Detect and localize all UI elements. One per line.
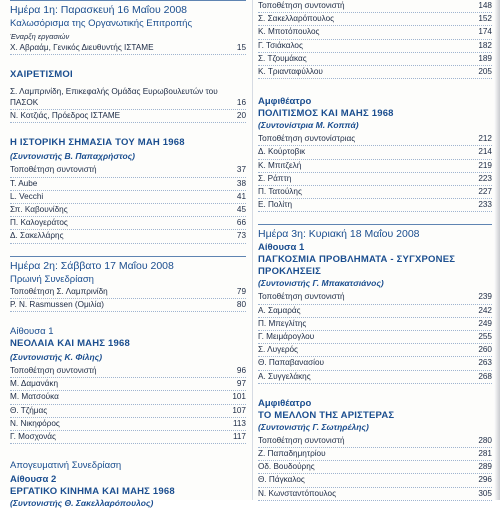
entry-name: Κ. Τριανταφύλλου bbox=[258, 67, 323, 77]
youth-title: ΝΕΟΛΑΙΑ ΚΑΙ ΜΑΗΣ 1968 bbox=[10, 338, 130, 350]
day3-title-line2: ΠΡΟΚΛΗΣΕΙΣ bbox=[258, 266, 322, 278]
entry-page: 45 bbox=[236, 205, 246, 215]
entry-page: 214 bbox=[478, 147, 492, 157]
toc-entry[interactable] bbox=[10, 217, 246, 230]
toc-entry[interactable] bbox=[10, 378, 246, 391]
entry-name: Τοποθέτηση συντονιστή bbox=[258, 1, 345, 10]
toc-entry[interactable] bbox=[258, 199, 492, 212]
entry-name: Π. Μπεγλίτης bbox=[258, 318, 307, 328]
toc-entry[interactable] bbox=[10, 431, 246, 444]
day1-heading: Ημέρα 1η: Παρασκευή 16 Μαΐου 2008 bbox=[10, 0, 246, 17]
entry-page: 73 bbox=[236, 231, 246, 241]
entry-name: P. N. Rasmussen (Ομιλία) bbox=[10, 299, 104, 309]
entry-name: Οδ. Βουδούρης bbox=[258, 462, 315, 472]
entry-name: Τοποθέτηση συντονιστή bbox=[10, 165, 97, 175]
entry-name: Τοποθέτηση συντονίστριας bbox=[258, 134, 356, 144]
toc-entry[interactable] bbox=[10, 286, 246, 299]
entry-name: Μ. Δαμανάκη bbox=[10, 379, 59, 389]
toc-entry[interactable] bbox=[10, 405, 246, 418]
day3-title-line1: ΠΑΓΚΟΣΜΙΑ ΠΡΟΒΛΗΜΑΤΑ - ΣΥΓΧΡΟΝΕΣ bbox=[258, 254, 456, 266]
toc-entry[interactable] bbox=[10, 365, 246, 378]
entry-page: 66 bbox=[236, 218, 246, 228]
entry-page: 227 bbox=[478, 187, 492, 197]
left-future-title: ΤΟ ΜΕΛΛΟΝ ΤΗΣ ΑΡΙΣΤΕΡΑΣ bbox=[258, 409, 395, 421]
toc-entry[interactable] bbox=[258, 53, 492, 66]
entry-name: Κ. Μπιτζελή bbox=[258, 160, 302, 170]
entry-name: Γ. Τσιάκαλος bbox=[258, 40, 303, 50]
toc-entry[interactable] bbox=[10, 178, 246, 191]
toc-entry[interactable] bbox=[258, 291, 492, 304]
entry-name: Θ. Τζήμας bbox=[10, 405, 48, 415]
left-future-coordinator: (Συντονιστής Γ. Σωτηρέλης) bbox=[258, 421, 369, 432]
toc-entry[interactable] bbox=[258, 344, 492, 357]
entry-name: Σπ. Καβουνίδης bbox=[10, 205, 68, 215]
entry-page: 15 bbox=[236, 43, 246, 52]
entry-name: Δ. Κούρτοβικ bbox=[258, 147, 306, 157]
history-title: Η ΙΣΤΟΡΙΚΗ ΣΗΜΑΣΙΑ ΤΟΥ ΜΑΗ 1968 bbox=[10, 137, 185, 149]
day2-heading: Ημέρα 2η: Σάββατο 17 Μαΐου 2008 bbox=[10, 256, 246, 273]
entry-page: 96 bbox=[236, 366, 246, 376]
afternoon-title: ΕΡΓΑΤΙΚΟ ΚΙΝΗΜΑ ΚΑΙ ΜΑΗΣ 1968 bbox=[10, 486, 175, 498]
entry-page: 205 bbox=[478, 67, 492, 77]
entry-name: Τοποθέτηση Σ. Λαμπρινίδη bbox=[10, 286, 108, 296]
youth-room: Αίθουσα 1 bbox=[10, 326, 54, 338]
day1-note: Έναρξη εργασιών bbox=[10, 32, 70, 41]
entry-name: Χ. Αβραάμ, Γενικός Διευθυντής ΙΣΤΑΜΕ bbox=[10, 43, 154, 52]
toc-entry[interactable] bbox=[10, 418, 246, 431]
entry-page: 97 bbox=[236, 379, 246, 389]
toc-entry[interactable] bbox=[258, 186, 492, 199]
entry-page: 242 bbox=[478, 305, 492, 315]
toc-entry[interactable] bbox=[10, 191, 246, 204]
day3-heading: Ημέρα 3η: Κυριακή 18 Μαΐου 2008 bbox=[258, 224, 492, 241]
entry-page: 101 bbox=[232, 392, 246, 402]
day1-subtitle: Καλωσόρισμα της Οργανωτικής Επιτροπής bbox=[10, 18, 193, 29]
entry-page: 212 bbox=[478, 134, 492, 144]
toc-entry[interactable] bbox=[10, 164, 246, 177]
toc-entry[interactable] bbox=[258, 66, 492, 79]
entry-name: Ν. Κοτζιάς, Πρόεδρος ΙΣΤΑΜΕ bbox=[10, 111, 121, 121]
toc-entry[interactable] bbox=[258, 318, 492, 331]
toc-entry[interactable] bbox=[258, 461, 492, 474]
culture-title: ΠΟΛΙΤΙΣΜΟΣ ΚΑΙ ΜΑΗΣ 1968 bbox=[258, 108, 394, 120]
entry-name: Σ. Τζουμάκας bbox=[258, 53, 307, 63]
entry-page: 223 bbox=[478, 173, 492, 183]
toc-entry[interactable] bbox=[258, 331, 492, 344]
day3-coordinator: (Συντονιστής Γ. Μπακατσιάνος) bbox=[258, 278, 384, 289]
entry-name: Σ. Ράπτη bbox=[258, 173, 292, 183]
entry-name: Σ. Σακελλαρόπουλος bbox=[258, 14, 335, 24]
toc-entry[interactable] bbox=[258, 448, 492, 461]
youth-coordinator: (Συντονιστής Κ. Φίλης) bbox=[10, 352, 103, 363]
entry-name: Ζ. Παπαδημητρίου bbox=[258, 449, 326, 459]
afternoon-session: Απογευματινή Συνεδρίαση bbox=[10, 460, 122, 472]
entry-page: 113 bbox=[232, 418, 246, 428]
entry-name: Σ. Λυγερός bbox=[258, 345, 299, 355]
toc-entry[interactable] bbox=[10, 230, 246, 243]
entry-name: Ν. Νικηφόρος bbox=[10, 418, 60, 428]
history-coordinator: (Συντονιστής Β. Παπαχρήστος) bbox=[10, 151, 136, 162]
toc-entry[interactable] bbox=[258, 435, 492, 448]
entry-name: Κ. Μποτόπουλος bbox=[258, 27, 320, 37]
entry-name: Α. Συγγελάκης bbox=[258, 371, 311, 381]
entry-page: 107 bbox=[232, 405, 246, 415]
toc-entry[interactable] bbox=[258, 40, 492, 53]
entry-name: L. Vecchi bbox=[10, 191, 44, 201]
entry-page: 233 bbox=[478, 200, 492, 210]
afternoon-block bbox=[10, 460, 246, 509]
toc-entry[interactable] bbox=[258, 160, 492, 173]
continued-block bbox=[258, 0, 492, 79]
culture-block bbox=[258, 96, 492, 212]
entry-page: 182 bbox=[478, 40, 492, 50]
day3-block bbox=[258, 224, 492, 383]
entry-page: 16 bbox=[236, 98, 246, 107]
history-block bbox=[10, 137, 246, 243]
toc-entry[interactable] bbox=[258, 305, 492, 318]
toc-entry[interactable] bbox=[258, 371, 492, 384]
toc-entry[interactable] bbox=[258, 474, 492, 487]
entry-name: Π. Τατούλης bbox=[258, 187, 302, 197]
entry-page: 281 bbox=[478, 449, 492, 459]
entry-page: 263 bbox=[478, 358, 492, 368]
entry-page: 189 bbox=[478, 53, 492, 63]
day3-room: Αίθουσα 1 bbox=[258, 242, 305, 254]
toc-entry[interactable] bbox=[258, 488, 492, 501]
left-column bbox=[10, 0, 246, 511]
entry-name: Δ. Σακελλάρης bbox=[10, 231, 64, 241]
entry-name: Τοποθέτηση συντονιστή bbox=[10, 366, 97, 376]
entry-page: 249 bbox=[478, 318, 492, 328]
entry-name: Μ. Ματσούκα bbox=[10, 392, 59, 402]
toc-entry[interactable] bbox=[258, 13, 492, 26]
entry-name: Σ. Λαμπρινίδη, Επικεφαλής Ομάδας Ευρωβουλευτών του ΠΑΣΟΚ bbox=[10, 87, 218, 108]
youth-block bbox=[10, 326, 246, 444]
culture-coordinator: (Συντονίστρια Μ. Κοππά) bbox=[258, 120, 359, 131]
entry-page: 148 bbox=[478, 1, 492, 10]
entry-page: 260 bbox=[478, 345, 492, 355]
entry-name: T. Aube bbox=[10, 178, 38, 188]
entry-name: Τοποθέτηση συντονιστή bbox=[258, 435, 345, 445]
day1-block bbox=[10, 0, 246, 55]
entry-page: 239 bbox=[478, 292, 492, 302]
entry-page: 280 bbox=[478, 435, 492, 445]
entry-name: Π. Καλογεράτος bbox=[10, 218, 68, 228]
entry-page: 255 bbox=[478, 332, 492, 342]
entry-page: 38 bbox=[236, 178, 246, 188]
day2-session: Πρωινή Συνεδρίαση bbox=[10, 273, 94, 285]
column-divider bbox=[252, 0, 253, 500]
entry-page: 174 bbox=[478, 27, 492, 37]
entry-page: 268 bbox=[478, 371, 492, 381]
page-edge-shadow bbox=[494, 0, 500, 500]
entry-page: 296 bbox=[478, 475, 492, 485]
toc-entry[interactable] bbox=[10, 42, 246, 55]
day2-block bbox=[10, 256, 246, 312]
entry-page: 117 bbox=[232, 432, 246, 442]
entry-name: Ν. Κωνσταντόπουλος bbox=[258, 488, 337, 498]
toc-entry[interactable] bbox=[258, 173, 492, 186]
entry-page: 20 bbox=[236, 111, 246, 121]
toc-entry[interactable] bbox=[258, 133, 492, 146]
toc-entry[interactable] bbox=[258, 0, 492, 13]
toc-entry[interactable] bbox=[258, 146, 492, 159]
toc-entry[interactable] bbox=[10, 204, 246, 217]
entry-page: 79 bbox=[236, 286, 246, 296]
entry-name: Α. Σαμαράς bbox=[258, 305, 301, 315]
culture-room: Αμφιθέατρο bbox=[258, 96, 312, 108]
entry-page: 289 bbox=[478, 462, 492, 472]
entry-page: 80 bbox=[236, 299, 246, 309]
toc-entry[interactable] bbox=[258, 26, 492, 39]
entry-name: Τοποθέτηση συντονιστή bbox=[258, 292, 345, 302]
toc-entry[interactable] bbox=[10, 299, 246, 312]
entry-page: 152 bbox=[478, 14, 492, 24]
greetings-title: ΧΑΙΡΕΤΙΣΜΟΙ bbox=[10, 69, 73, 81]
toc-entry[interactable] bbox=[10, 110, 246, 123]
entry-name: Γ. Μοσχονάς bbox=[10, 432, 56, 442]
toc-entry[interactable] bbox=[10, 391, 246, 404]
left-future-room: Αμφιθέατρο bbox=[258, 397, 312, 409]
afternoon-coordinator: (Συντονιστής Θ. Σακελλαρόπουλος) bbox=[10, 498, 154, 509]
toc-entry[interactable] bbox=[10, 83, 246, 110]
left-future-block bbox=[258, 398, 492, 501]
entry-name: Θ. Παπαβανασίου bbox=[258, 358, 325, 368]
entry-page: 305 bbox=[478, 488, 492, 498]
toc-entry[interactable] bbox=[258, 357, 492, 370]
greetings-block bbox=[10, 69, 246, 123]
entry-name: Θ. Πάγκαλος bbox=[258, 475, 305, 485]
entry-page: 41 bbox=[236, 191, 246, 201]
entry-name: Γ. Μειμάρογλου bbox=[258, 332, 315, 342]
entry-page: 219 bbox=[478, 160, 492, 170]
right-column bbox=[258, 0, 492, 501]
afternoon-room: Αίθουσα 2 bbox=[10, 474, 57, 486]
entry-page: 37 bbox=[236, 165, 246, 175]
entry-name: Ε. Πολίτη bbox=[258, 200, 293, 210]
